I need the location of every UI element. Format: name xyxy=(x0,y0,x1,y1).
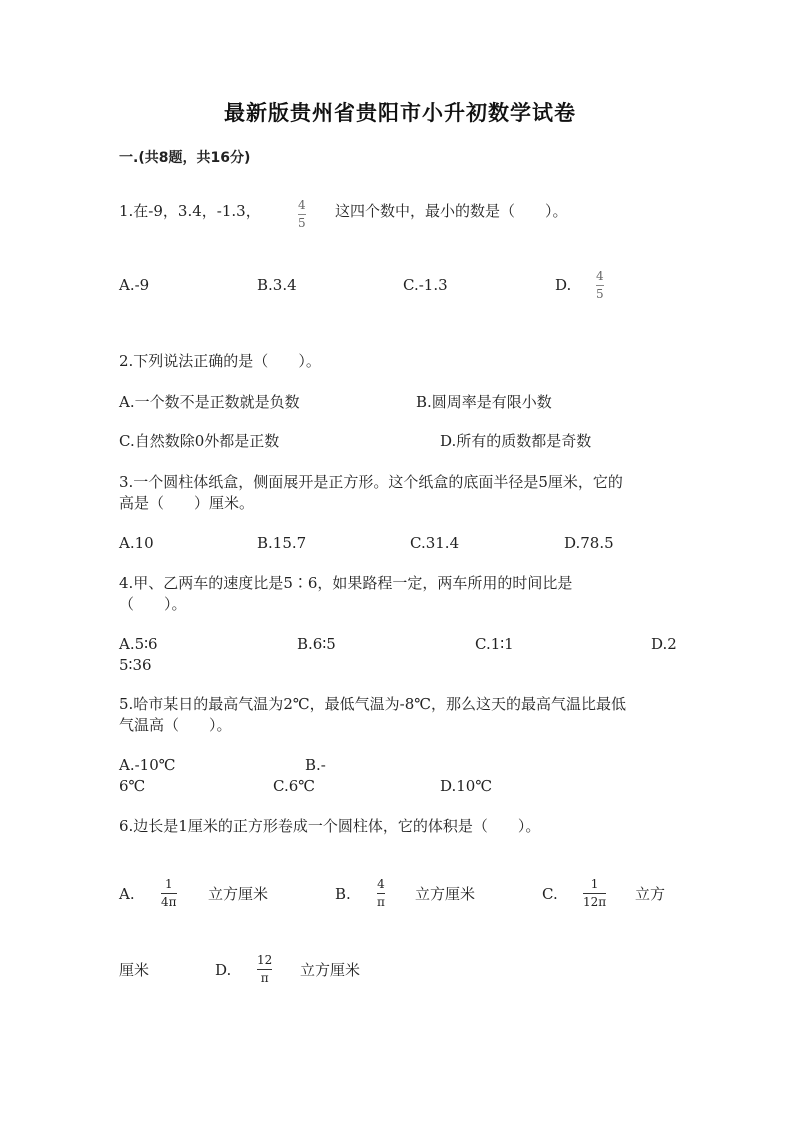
fraction-numerator: 4 xyxy=(298,198,306,212)
fraction-denominator: π xyxy=(260,971,269,985)
q2-stem: 2.下列说法正确的是（ ）。 xyxy=(119,352,321,370)
q3-stem-line2: 高是（ ）厘米。 xyxy=(119,494,255,512)
page-title: 最新版贵州省贵阳市小升初数学试卷 xyxy=(224,101,576,125)
q6-option-c: C. xyxy=(542,885,558,903)
fraction-denominator: 5 xyxy=(596,287,604,301)
fraction-bar xyxy=(596,285,604,286)
q1-option-c: C.-1.3 xyxy=(403,276,448,294)
q5-stem-line1: 5.哈市某日的最高气温为2℃，最低气温为-8℃，那么这天的最高气温比最低 xyxy=(119,695,627,713)
q6-option-b-unit: 立方厘米 xyxy=(415,885,476,903)
q4-option-d-continued: 5∶36 xyxy=(119,656,152,674)
fraction-numerator: 12 xyxy=(257,953,273,967)
q6-option-a-unit: 立方厘米 xyxy=(208,885,269,903)
q3-stem-line1: 3.一个圆柱体纸盒，侧面展开是正方形。这个纸盒的底面半径是5厘米，它的 xyxy=(119,473,623,491)
q3-option-b: B.15.7 xyxy=(257,534,307,552)
q6-option-b-fraction xyxy=(377,878,385,909)
q4-option-a: A.5∶6 xyxy=(119,635,158,653)
fraction-bar xyxy=(298,214,306,215)
q2-option-c: C.自然数除0外都是正数 xyxy=(119,432,280,450)
fraction-bar xyxy=(257,969,272,970)
fraction-numerator: 1 xyxy=(590,877,599,891)
q6-option-b: B. xyxy=(335,885,351,903)
q5-option-a: A.-10℃ xyxy=(119,756,176,774)
q2-option-a: A.一个数不是正数就是负数 xyxy=(119,393,300,411)
fraction-bar xyxy=(583,893,606,894)
fraction-denominator: 4π xyxy=(161,895,177,909)
q4-stem-line2: （ ）。 xyxy=(119,595,187,613)
q5-option-b: B.- xyxy=(305,756,326,774)
q4-stem-line1: 4.甲、乙两车的速度比是5∶6，如果路程一定，两车所用的时间比是 xyxy=(119,574,573,592)
q5-option-d: D.10℃ xyxy=(440,777,493,795)
q4-option-d: D.2 xyxy=(651,635,677,653)
q1-option-d-fraction xyxy=(596,270,604,301)
q3-option-a: A.10 xyxy=(119,534,154,552)
q6-option-c-unit-part1: 立方 xyxy=(635,885,666,903)
q6-option-d: D. xyxy=(215,961,232,979)
q1-stem-part2: 这四个数中，最小的数是（ ）。 xyxy=(335,202,568,220)
q1-option-a: A.-9 xyxy=(119,276,150,294)
q6-option-a-fraction xyxy=(161,878,177,909)
fraction-numerator: 4 xyxy=(596,269,604,283)
q5-option-b-continued: 6℃ xyxy=(119,777,146,795)
q3-option-c: C.31.4 xyxy=(410,534,460,552)
q6-option-d-fraction xyxy=(257,954,272,985)
fraction-denominator: 12π xyxy=(583,895,607,909)
fraction-numerator: 1 xyxy=(164,877,173,891)
q2-option-b: B.圆周率是有限小数 xyxy=(416,393,552,411)
fraction-denominator: π xyxy=(377,895,385,909)
q4-option-c: C.1∶1 xyxy=(475,635,514,653)
q1-option-b: B.3.4 xyxy=(257,276,297,294)
fraction-numerator: 4 xyxy=(377,877,385,891)
q6-option-a: A. xyxy=(119,885,135,903)
q6-option-d-unit: 立方厘米 xyxy=(300,961,361,979)
q1-option-d: D. xyxy=(555,276,572,294)
q2-option-d: D.所有的质数都是奇数 xyxy=(440,432,592,450)
q3-option-d: D.78.5 xyxy=(564,534,614,552)
q6-option-c-fraction xyxy=(583,878,606,909)
fraction-bar xyxy=(377,893,385,894)
q4-option-b: B.6∶5 xyxy=(297,635,336,653)
q5-stem-line2: 气温高（ ）。 xyxy=(119,716,232,734)
section-heading: 一.(共8题，共16分) xyxy=(119,150,251,166)
q6-stem: 6.边长是1厘米的正方形卷成一个圆柱体，它的体积是（ ）。 xyxy=(119,817,541,835)
q1-stem-fraction xyxy=(298,199,306,230)
q5-option-c: C.6℃ xyxy=(273,777,316,795)
fraction-denominator: 5 xyxy=(298,216,306,230)
fraction-bar xyxy=(161,893,177,894)
q1-stem-part1: 1.在-9，3.4，-1.3， xyxy=(119,202,261,220)
q6-option-c-unit-part2: 厘米 xyxy=(119,961,150,979)
